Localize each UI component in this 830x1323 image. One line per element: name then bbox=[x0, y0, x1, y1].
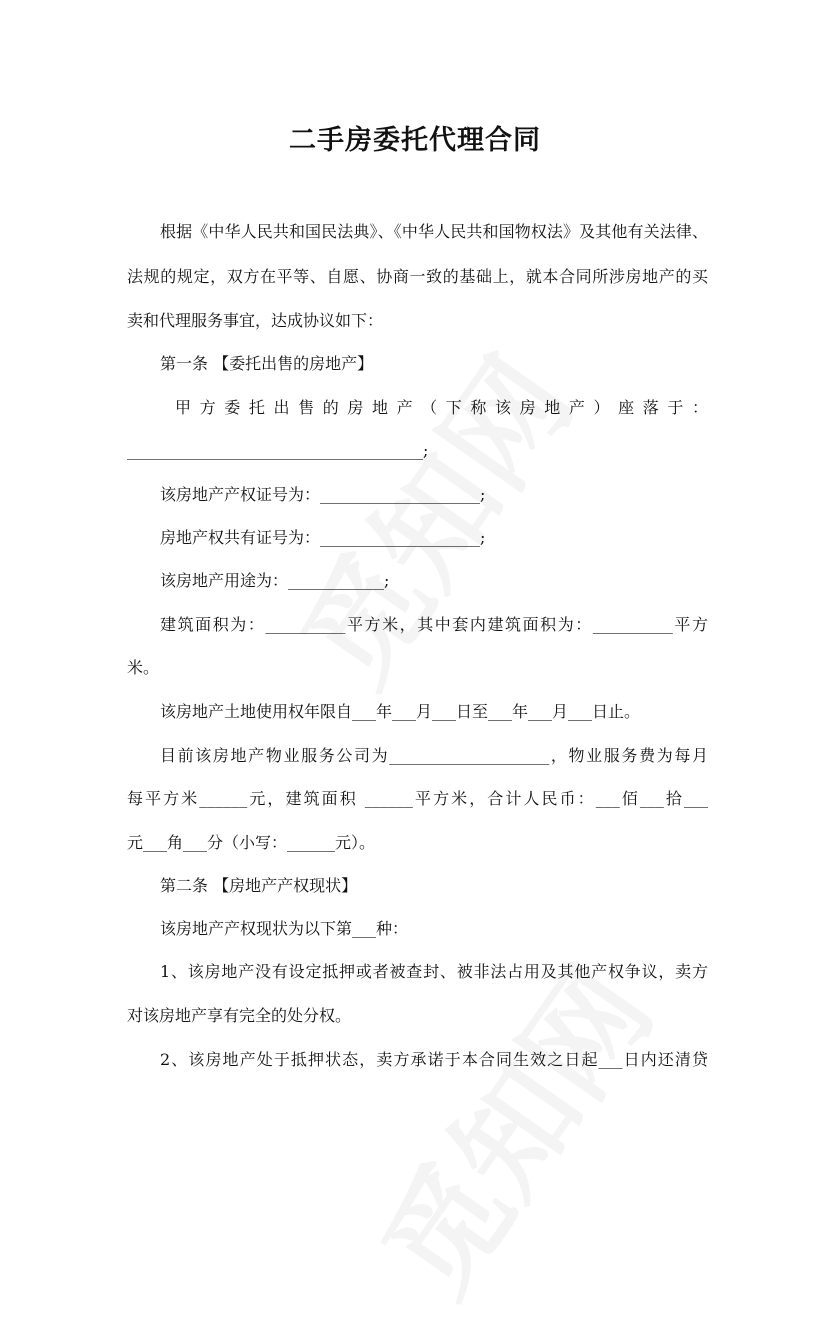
paragraph-line: 建筑面积为：__________平方米，其中套内建筑面积为：__________平方 bbox=[160, 615, 708, 634]
document-title: 二手房委托代理合同 bbox=[289, 125, 541, 156]
paragraph-line: 卖和代理服务事宜，达成协议如下： bbox=[127, 311, 384, 330]
paragraph-line: 米。 bbox=[127, 658, 160, 677]
blank-line: _____________________________________; bbox=[127, 441, 429, 460]
paragraph-line: 根据《中华人民共和国民法典》、《中华人民共和国物权法》及其他有关法律、 bbox=[160, 222, 708, 241]
paragraph-line: 对该房地产享有完全的处分权。 bbox=[127, 1006, 352, 1025]
paragraph-line: 该房地产产权证号为：____________________; bbox=[160, 485, 486, 504]
paragraph-line: 目前该房地产物业服务公司为____________________，物业服务费为每月 bbox=[160, 746, 708, 765]
paragraph-line: 法规的规定，双方在平等、自愿、协商一致的基础上，就本合同所涉房地产的买 bbox=[127, 267, 708, 286]
section-heading: 第二条 【房地产产权现状】 bbox=[160, 876, 358, 895]
paragraph-line: 该房地产用途为：____________; bbox=[160, 571, 390, 590]
paragraph-line: 房地产权共有证号为：____________________; bbox=[160, 528, 486, 547]
section-heading: 第一条 【委托出售的房地产】 bbox=[160, 354, 374, 373]
watermark bbox=[336, 929, 683, 1323]
paragraph-line: 该房地产产权现状为以下第___种： bbox=[160, 919, 409, 938]
paragraph-line: 2、该房地产处于抵押状态，卖方承诺于本合同生效之日起___日内还清贷 bbox=[160, 1050, 708, 1069]
watermark bbox=[256, 319, 603, 713]
paragraph-line: 该房地产土地使用权年限自___年___月___日至___年___月___日止。 bbox=[160, 702, 641, 721]
paragraph-line: 1、该房地产没有设定抵押或者被查封、被非法占用及其他产权争议，卖方 bbox=[160, 962, 708, 981]
paragraph-line: 甲方委托出售的房地产（下称该房地产）座落于： bbox=[175, 398, 708, 417]
paragraph-line: 每平方米______元，建筑面积 ______平方米，合计人民币：___佰___拾___ bbox=[127, 789, 708, 808]
paragraph-line: 元___角___分（小写：______元）。 bbox=[127, 833, 376, 852]
